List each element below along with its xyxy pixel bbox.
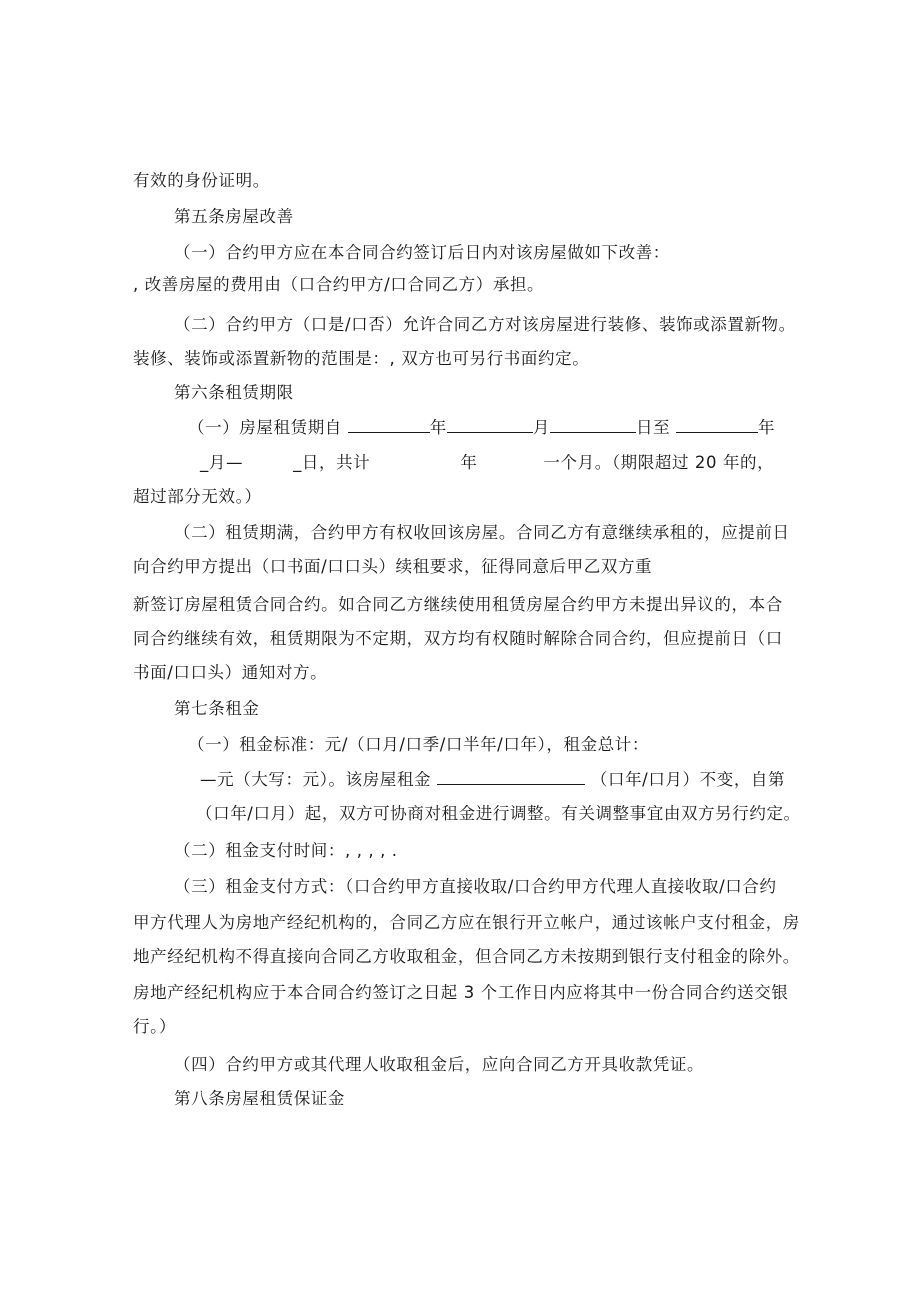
text-line: 有效的身份证明。 (133, 171, 270, 190)
text-line: 同合约继续有效，租赁期限为不定期，双方均有权随时解除合同合约，但应提前日（口 (133, 629, 783, 648)
text-line: 行。） (133, 1017, 177, 1036)
text-line: 地产经纪机构不得直接向合同乙方收取租金，但合同乙方未按期到银行支付租金的除外。 (133, 947, 800, 966)
text-fragment: 年 (429, 418, 447, 437)
blank-underline (447, 416, 533, 433)
text-fragment: 一个月。（期限超过 20 年的， (543, 453, 775, 472)
section-heading: 第七条租金 (174, 699, 260, 718)
text-line: （二）租赁期满，合约甲方有权收回该房屋。合同乙方有意继续承租的，应提前日 (174, 523, 790, 542)
section-heading: 第六条租赁期限 (174, 383, 294, 402)
text-line: （三）租金支付方式：（口合约甲方直接收取/口合约甲方代理人直接收取/口合约 (174, 877, 777, 896)
text-line: （二）合约甲方（口是/口否）允许合同乙方对该房屋进行装修、装饰或添置新物。 (174, 315, 796, 334)
text-line: 新签订房屋租赁合同合约。如合同乙方继续使用租赁房屋合约甲方未提出异议的，本合 (133, 595, 783, 614)
text-fragment: （口年/口月）不变，自第 (590, 770, 786, 789)
blank-underline (348, 416, 430, 433)
text-line: 向合约甲方提出（口书面/口口头）续租要求，征得同意后甲乙双方重 (133, 557, 653, 576)
text-fragment: —元（大写：元）。该房屋租金 (200, 770, 432, 789)
blank-underline (676, 416, 758, 433)
text-line: （二）租金支付时间：, , , , . (174, 841, 398, 860)
text-line: 房地产经纪机构应于本合同合约签订之日起 3 个工作日内应将其中一份合同合约送交银 (133, 983, 789, 1002)
text-line: （四）合约甲方或其代理人收取租金后，应向合同乙方开具收款凭证。 (174, 1055, 705, 1074)
text-fragment: 月 (532, 418, 550, 437)
text-line: 装修、装饰或添置新物的范围是：, 双方也可另行书面约定。 (133, 349, 590, 368)
section-heading: 第五条房屋改善 (174, 207, 294, 226)
section-heading: 第八条房屋租赁保证金 (174, 1089, 345, 1108)
text-fragment: _日，共计 (293, 453, 371, 472)
text-line: （一）租金标准：元/（口月/口季/口半年/口年），租金总计： (188, 735, 649, 754)
text-line: （一）合约甲方应在本合同合约签订后日内对该房屋做如下改善： (174, 243, 670, 262)
blank-underline (437, 768, 585, 785)
rent-line (200, 768, 785, 791)
text-line: 甲方代理人为房地产经纪机构的，合同乙方应在银行开立帐户，通过该帐户支付租金，房 (133, 913, 800, 932)
text-fragment: 日至 (635, 418, 671, 437)
text-line: （口年/口月）起，双方可协商对租金进行调整。有关调整事宜由双方另行约定。 (196, 804, 801, 823)
lease-period-line-2 (200, 452, 774, 474)
text-line: 书面/口口头）通知对方。 (133, 663, 328, 682)
text-line: , 改善房屋的费用由（口合约甲方/口合同乙方）承担。 (133, 275, 545, 294)
lease-period-line (188, 416, 775, 439)
text-line: 超过部分无效。） (133, 487, 262, 506)
text-fragment: 年 (758, 418, 776, 437)
text-fragment: （一）房屋租赁期自 (188, 418, 342, 437)
text-fragment: _月— (200, 453, 244, 472)
text-fragment: 年 (460, 453, 478, 472)
blank-underline (550, 416, 636, 433)
